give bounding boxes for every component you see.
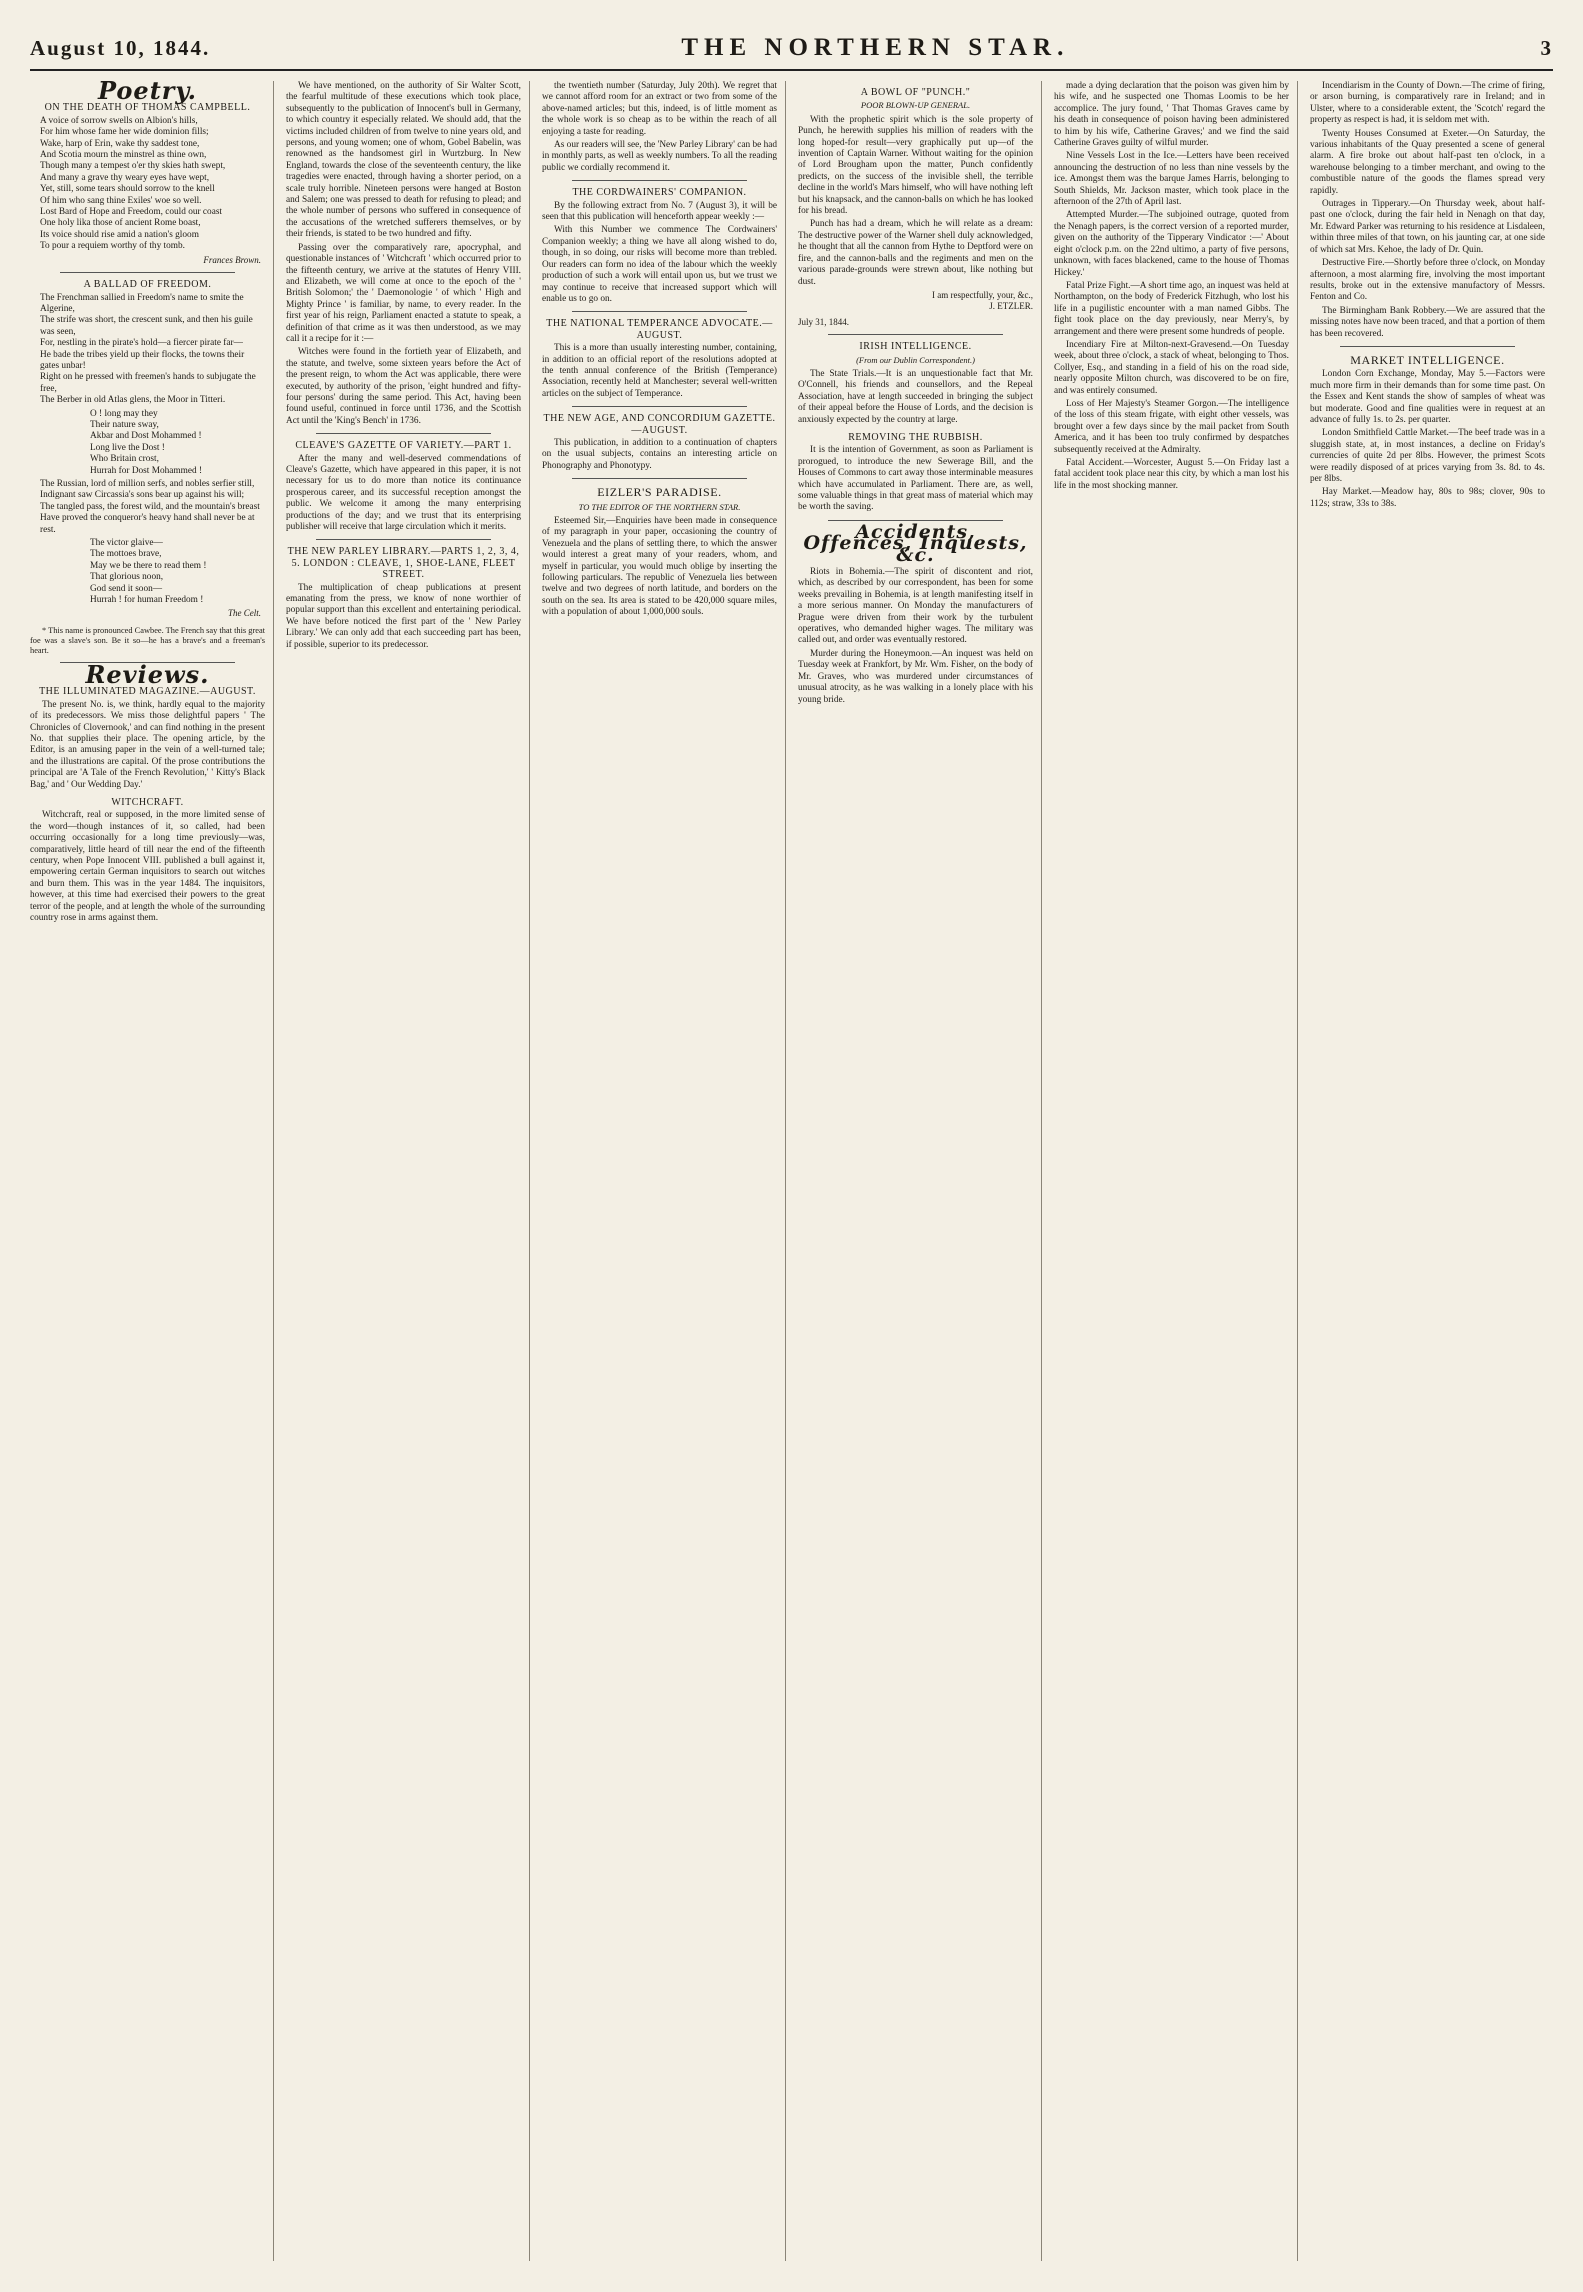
divider [828, 334, 1003, 335]
article-text: Fatal Accident.—Worcester, August 5.—On Friday last a fatal accident took place near this city, by which a man lost his life in the most shocking manner. [1054, 458, 1289, 491]
section-accidents: Accidents, Offences, Inquests, &c. [803, 520, 1028, 566]
review-text: This publication, in addition to a continuation of chapters on the usual subjects, contains an interesting article on Phonography and Phonotypy. [542, 437, 777, 471]
article-text: As our readers will see, the 'New Parley Library' can be had in monthly parts, as well as weekly numbers. To all the reading public we cordially recommend it. [542, 140, 777, 173]
article-text: Passing over the comparatively rare, apocryphal, and questionable instances of ' Witchcraft ' which occurred prior to the fifteenth century, we arrive at the statutes of Henry VIII. and Elizabeth, we will come at once to the epoch of the ' British Solomon;' the ' Daemonologie ' of which ' High and Mighty Prince ' is familiar, by name, to every reader. In the first year of his reign, Parliament enacted a statute to speak, a definition of that crime as it was then understood, as we may call it a recipe for it :— [286, 242, 521, 344]
article-title: REMOVING THE RUBBISH. [848, 431, 983, 443]
masthead [30, 34, 1553, 71]
newspaper-title: THE NORTHERN STAR. [681, 34, 1070, 61]
column-4 [798, 81, 1042, 2261]
section-reviews: Reviews. [85, 659, 210, 689]
article-title: A BOWL OF "PUNCH." [860, 87, 971, 98]
footnote: * This name is pronounced Cawbee. The French say that this great foe was a slave's son. Be it so—he has a brave's and a freeman's heart. [30, 625, 265, 655]
review-title: CLEAVE'S GAZETTE OF VARIETY.—PART 1. [295, 440, 512, 452]
market-text: London Smithfield Cattle Market.—The beef trade was in a sluggish state, at, in most instances, a decline on Friday's currencies of quite 2d per 8lbs. However, the primest Scots were readily disposed of at prices varying from 3s. 8d. to 4s. per 8lbs. [1310, 428, 1545, 484]
poem-title: ON THE DEATH OF THOMAS CAMPBELL. [44, 102, 251, 114]
article-subtitle: POOR BLOWN-UP GENERAL. [860, 100, 971, 111]
column-1 [30, 81, 274, 2261]
column-2 [286, 81, 530, 2261]
article-text: Incendiarism in the County of Down.—The crime of firing, or arson burning, is comparatively rare in Ireland; and in Ulster, where to a considerable extent, the 'Scotch' regard the property as respect is had, it is seldom met with. [1310, 81, 1545, 126]
market-title: MARKET INTELLIGENCE. [1350, 352, 1505, 367]
article-text: Punch has had a dream, which he will relate as a dream: The destructive power of the Warner shell duly acknowledged, he thought that all the cannon from Hythe to Deptford were on fire, and the cannon-balls and the regiments and men on the various parade-grounds were strewn about, like nothing but dust. [798, 219, 1033, 287]
review-title: THE CORDWAINERS' COMPANION. [572, 187, 747, 199]
review-text: The multiplication of cheap publications at present emanating from the press, we know of none worthier of popular support than this excellent and entertaining periodical. We have before noticed the first part of the ' New Parley Library.' We can only add that each succeeding part has been, if possible, superior to its predecessor. [286, 582, 521, 650]
divider [316, 539, 491, 540]
article-text: Twenty Houses Consumed at Exeter.—On Saturday, the various inhabitants of the Quay presented a scene of general alarm. A fire broke out about half-past ten o'clock, in a warehouse belonging to a timber merchant, and owing to the combustible nature of the goods the flames spread very rapidly. [1310, 128, 1545, 196]
letter-date: July 31, 1844. [798, 316, 850, 327]
poem-author: The Celt. [228, 608, 261, 619]
issue-date: August 10, 1844. [30, 36, 211, 60]
divider [60, 272, 235, 273]
article-text: made a dying declaration that the poison was given him by his wife, and he suspected one Thomas Loomis to be her accomplice. The jury found, ' That Thomas Graves came by his death in consequence of poison having been administered to him by his wife, Catherine Graves;' and we find the said Catherine Graves guilty of wilful murder. [1054, 81, 1289, 149]
article-text: Incendiary Fire at Milton-next-Gravesend.—On Tuesday week, about three o'clock, a stack of wheat, belonging to Thos. Collyer, Esq., and standing in a field of his on the road side, nearly opposite Milton church, was discovered to be on fire, and was entirely consumed. [1054, 339, 1289, 396]
divider [572, 311, 747, 312]
poem-author: Frances Brown. [203, 254, 261, 265]
article-text: Loss of Her Majesty's Steamer Gorgon.—The intelligence of the loss of this steam frigate, with eight other vessels, was brought over a few days since by the mail packet from South America, and it has been too truly confirmed by despatches subsequently received at the Admiralty. [1054, 398, 1289, 455]
article-text: the twentieth number (Saturday, July 20th). We regret that we cannot afford room for an extract or two from some of the above-named articles; but this, indeed, is of little moment as the whole work is so cheap as to be within the reach of all enjoying a taste for reading. [542, 81, 777, 137]
review-text: The present No. is, we think, hardly equal to the majority of its predecessors. We miss those delightful papers ' The Chronicles of Clovernook,' and can find nothing in the present No. that supplies their place. The opening article, by the Editor, is an amusing paper in the vein of a well-turned tale; and the illustrations are capital. Of the prose contributions the principal are 'A Tale of the French Revolution,' ' Kitty's Black Bag,' and ' Our Wedding Day.' [30, 699, 265, 790]
poem-title: A BALLAD OF FREEDOM. [83, 279, 212, 291]
article-text: Witches were found in the fortieth year of Elizabeth, and the statute, and twelve, some sixteen years before the Act of the present reign, to whom the Act was applicable, there were executed, by authority of the prison, 'eight hundred and fifty-four persons' during the same period. This Act, having been found useful, continued in force until 1736, and the Scottish Act until the 'King's Bench' in 1736. [286, 347, 521, 426]
section-poetry: Poetry. [98, 81, 197, 105]
article-text: Fatal Prize Fight.—A short time ago, an inquest was held at Northampton, on the body of Frederick Fitzhugh, who lost his life in a pugilistic encounter with a man named Gibbs. The fight took place on the day previously, near Merry's, by arrangement and there were present some hundreds of people. [1054, 280, 1289, 337]
letter-text: Esteemed Sir,—Enquiries have been made in consequence of my paragraph in your paper, occasioning the country of Venezuela and the plans of settling there, to which the answer would interest a great many of your readers, whom, and myself in particular, you would much oblige by inserting the following particulars. The republic of Venezuela lies between twelve and two degrees of north latitude, and borders on the south on the sea. Its area is stated to be 420,000 square miles, with a population of about 1,000,000 souls. [542, 516, 777, 618]
article-text: Outrages in Tipperary.—On Thursday week, about half-past one o'clock, during the fair held in Nenagh on that day, Mr. Edward Parker was returning to his residence at Lisdaleen, within three miles of that town, on his jaunting car, at one side of which sat Mrs. Kehoe, the lady of Dr. Quin. [1310, 199, 1545, 255]
column-6 [1310, 81, 1553, 2261]
poem-refrain: O ! long may they Their nature sway, Akbar and Dost Mohammed ! Long live the Dost ! Who Britain crost, Hurrah for Dost Mohammed ! [90, 408, 203, 476]
article-text: Riots in Bohemia.—The spirit of discontent and riot, which, as described by our correspondent, has been for some weeks prevailing in Bohemia, is at length manifesting itself in a more serious manner. On Monday the manufacturers of Prague were driven from their work by the turbulent operatives, who demanded higher wages. The military was called out, and order was eventually restored. [798, 567, 1033, 646]
review-text: Witchcraft, real or supposed, in the more limited sense of the word—though instances of it, so called, had been occurring occasionally for a long time previously—was, comparatively, little heard of till near the end of the fifteenth century, when Pope Innocent VIII. published a bull against it, empowering certain German inquisitors to search out witches and burn them. This was in the year 1484. The inquisitors, however, at this time had exercised their powers to the great terror of the people, and at length the whole of the surrounding country rose in arms against them. [30, 810, 265, 923]
review-title: THE ILLUMINATED MAGAZINE.—AUGUST. [39, 686, 256, 698]
article-text: We have mentioned, on the authority of Sir Walter Scott, the fearful multitude of these executions which took place, subsequently to the publication of Innocent's bull in Germany, to which country it especially related. We should add, that the victims included children of from twelve to nine years old, and persons, and young women; one of whom, Gobel Babelin, was renowned as the handsomest girl in Wurtzburg. In New England, towards the close of the seventeenth century, the like tragedies were enacted, through having a shorter period, on a scale truly horrible. Nineteen persons were hanged at Boston and Salem; one was pressed to death for refusing to plead; and the whole number of persons who suffered in consequence of the accusations of the wretched sufferers themselves, or by their friends, is stated to be two hundred and fifty. [286, 81, 521, 240]
divider [572, 406, 747, 407]
article-text: Nine Vessels Lost in the Ice.—Letters have been received announcing the destruction of no less than nine vessels by the ice. Amongst them was the barque James Harris, belonging to South Shields, Mr. Jackson master, which took place in the afternoon of the 27th of April last. [1054, 151, 1289, 208]
letter-signoff: I am respectfully, your, &c., J. ETZLER. [931, 289, 1033, 312]
article-title: IRISH INTELLIGENCE. [859, 341, 972, 353]
market-text: London Corn Exchange, Monday, May 5.—Factors were much more firm in their demands than for some time past. On the Essex and Kent stands the show of samples of wheat was but moderate. Good and fine qualities were in request at an advance of fully 1s. to 2s. per quarter. [1310, 369, 1545, 425]
poem-text: The Russian, lord of million serfs, and nobles serfier still, Indignant saw Circassia's sons bear up against his will; The tangled pass, the forest wild, and the mountain's breast Have proved the conqueror's heavy hand shall never be at rest. [40, 479, 260, 535]
poem-text: A voice of sorrow swells on Albion's hills, For him whose fame her wide dominion fills; Wake, harp of Erin, wake thy saddest tone, And Scotia mourn the minstrel as thine own, Though many a tempest o'er thy skies hath swept, And many a grave thy weary eyes have wept, Yet, still, some tears should sorrow to the knell Of him who sang thine Exiles' woe so well. Lost Bard of Hope and Freedom, could our coast One holy lika those of ancient Rome boast, Its voice should rise amid a nation's gloom To pour a requiem worthy of thy tomb. [40, 115, 226, 252]
article-text: Murder during the Honeymoon.—An inquest was held on Tuesday week at Frankfort, by Mr. Wm. Fisher, on the body of Mr. Graves, who was murdered under circumstances of unusual atrocity, as he was walking in a lonely place with his young bride. [798, 648, 1033, 705]
column-3 [542, 81, 786, 2261]
review-text: With this Number we commence The Cordwainers' Companion weekly; a thing we have all along wished to do, though, in so doing, our risks will become more than trebled. Our readers can form no idea of the labour which the weekly production of such a work will entail upon us, but we trust we may continue to receive that increased support which will enable us to go on. [542, 225, 777, 304]
article-text: Attempted Murder.—The subjoined outrage, quoted from the Nenagh papers, is the correct version of a reported murder, given on the authority of the Tipperary Vindicator :—' About eight o'clock p.m. on the 22nd ultimo, a party of five persons, unknown, with faces blackened, came to the house of Thomas Hickey.' [1054, 210, 1289, 278]
article-text: The Birmingham Bank Robbery.—We are assured that the missing notes have now been traced, and that a portion of them has been recovered. [1310, 305, 1545, 339]
article-text: The State Trials.—It is an unquestionable fact that Mr. O'Connell, his friends and counsellors, and the Repeal Association, have at length succeeded in bringing the subject of their appeal before the House of Lords, and the decision is anxiously expected by the country at large. [798, 368, 1033, 425]
column-5 [1054, 81, 1298, 2261]
page-number: 3 [1540, 36, 1553, 60]
letter-title: EIZLER'S PARADISE. [597, 485, 722, 500]
article-subtitle: (From our Dublin Correspondent.) [856, 354, 975, 365]
review-subtitle: WITCHCRAFT. [111, 796, 184, 808]
review-text: This is a more than usually interesting number, containing, in addition to an official report of the resolutions adopted at the tenth annual conference of the British (Temperance) Association, recently held at Manchester; several well-written articles on the subject of Temperance. [542, 343, 777, 399]
article-text: It is the intention of Government, as soon as Parliament is prorogued, to introduce the new Sewerage Bill, and the Houses of Commons to cart away those interminable measures which have accumulated in Parliament. There are, as well, some valuable things in that great mass of material which may be worth the saving. [798, 445, 1033, 513]
review-title: THE NATIONAL TEMPERANCE ADVOCATE.—AUGUST. [546, 318, 773, 341]
poem-refrain: The victor glaive— The mottoes brave, May we be there to read them ! That glorious noon, God send it soon— Hurrah ! for human Freedom ! [90, 538, 207, 606]
article-text: With the prophetic spirit which is the sole property of Punch, he herewith supplies his million of readers with the long hoped-for result—very graphically put up—of the invention of Captain Warner. Without waiting for the opinion of Lord Brougham upon the matter, Punch confidently predicts, on the success of the invisible shell, the terrible decline in the world's Mars himself, who will have nothing left but his knapsack, and the cannon-balls on which he has looked for his bread. [798, 114, 1033, 217]
review-text: By the following extract from No. 7 (August 3), it will be seen that this publication will henceforth appear weekly :— [542, 200, 777, 223]
market-text: Hay Market.—Meadow hay, 80s to 98s; clover, 90s to 112s; straw, 33s to 38s. [1310, 487, 1545, 509]
divider [1340, 346, 1515, 347]
article-text: Destructive Fire.—Shortly before three o'clock, on Monday afternoon, a most alarming fire, involving the most important results, broke out in the extensive manufactory of Messrs. Fenton and Co. [1310, 258, 1545, 303]
divider [572, 478, 747, 479]
divider [572, 180, 747, 181]
review-title: THE NEW AGE, AND CONCORDIUM GAZETTE.—AUGUST. [543, 413, 776, 436]
columns [30, 81, 1553, 2261]
divider [316, 433, 491, 434]
review-title: THE NEW PARLEY LIBRARY.—PARTS 1, 2, 3, 4, 5. LONDON : CLEAVE, 1, SHOE-LANE, FLEET STREET. [287, 546, 520, 581]
review-text: After the many and well-deserved commendations of Cleave's Gazette, which have appeared in this paper, it is not necessary for us to do more than notice its continuance prosperous career, and its successful reception amongst the public. We welcome it among the many enterprising productions of the day; and we trust that its enterprising publisher will receive that large circulation which it merits. [286, 453, 521, 533]
letter-subtitle: TO THE EDITOR OF THE NORTHERN STAR. [578, 501, 741, 512]
poem-text: The Frenchman sallied in Freedom's name to smite the Algerine, The strife was short, the crescent sunk, and then his guile was seen, For, nestling in the pirate's hold—a fiercer pirate far— He bade the tribes yield up their flocks, the towns their gates unbar! Right on he pressed with freemen's hands to subjugate the free, The Berber in old Atlas glens, the Moor in Titteri. [40, 292, 256, 406]
